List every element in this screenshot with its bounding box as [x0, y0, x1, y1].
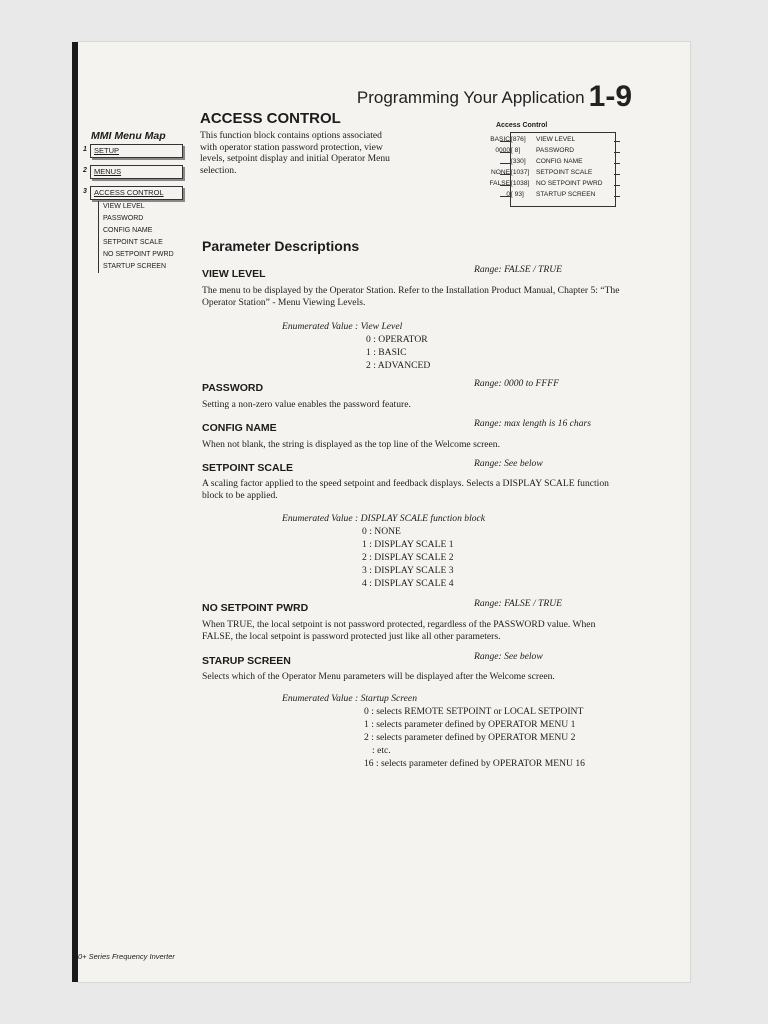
enum-value: 1 : DISPLAY SCALE 1: [362, 539, 454, 550]
output-wire: [614, 152, 620, 153]
enum-value: 0 : NONE: [362, 526, 401, 537]
enum-value: 0 : selects REMOTE SETPOINT or LOCAL SETPOINT: [364, 706, 584, 717]
param-name: VIEW LEVEL: [202, 268, 266, 280]
function-block-param: VIEW LEVEL: [536, 136, 576, 143]
menu-map-item-label: SETUP: [90, 144, 183, 158]
input-wire: [500, 152, 510, 153]
function-block-input: FALSE: [489, 180, 510, 187]
enum-values: [366, 333, 430, 372]
param-view-level: [202, 264, 622, 282]
output-wire: [614, 185, 620, 186]
enum-value: 2 : ADVANCED: [366, 360, 431, 371]
param-name: STARUP SCREEN: [202, 655, 291, 667]
menu-map-item-number: 3: [83, 188, 87, 195]
enum-header: Enumerated Value : Startup Screen: [282, 693, 417, 704]
output-wire: [614, 196, 620, 197]
parameter-descriptions-heading: Parameter Descriptions: [202, 238, 360, 254]
section-intro: This function block contains options associated with operator station password protection, view levels, setpoint display and initial Operator Menu selection.: [200, 130, 390, 176]
menu-map-subitem: VIEW LEVEL: [98, 201, 145, 213]
function-block-tag: [876]: [511, 136, 526, 143]
function-block-param: CONFIG NAME: [536, 158, 583, 165]
page-header: [357, 80, 632, 114]
output-wire: [614, 174, 620, 175]
function-block-row: [418, 191, 648, 202]
enum-value: 1 : selects parameter defined by OPERATOR MENU 1: [364, 719, 576, 730]
menu-map-item-label: MENUS: [90, 165, 183, 179]
function-block-tag: [ 93]: [511, 191, 524, 198]
function-block-row: [418, 180, 648, 191]
param-description: When not blank, the string is displayed as the top line of the Welcome screen.: [202, 439, 500, 450]
menu-map-title: MMI Menu Map: [91, 130, 166, 142]
function-block-row: [418, 169, 648, 180]
param-config-name: [202, 418, 622, 436]
enum-values: [364, 705, 585, 770]
section-title: ACCESS CONTROL: [200, 110, 341, 127]
param-description: When TRUE, the local setpoint is not password protected, regardless of the PASSWORD value. When FALSE, the local setpoint is password protected just like all other parameters.: [202, 619, 596, 642]
enum-header: Enumerated Value : View Level: [282, 321, 403, 332]
function-block-input: BASIC: [490, 136, 510, 143]
enum-value: 16 : selects parameter defined by OPERATOR MENU 16: [364, 758, 585, 769]
menu-map-item-number: 1: [83, 146, 87, 153]
enum-value: : etc.: [372, 745, 391, 756]
output-wire: [614, 163, 620, 164]
input-wire: [500, 196, 510, 197]
menu-map-subitem: NO SETPOINT PWRD: [98, 249, 174, 261]
param-name: CONFIG NAME: [202, 422, 277, 434]
function-block-input: NONE: [490, 169, 510, 176]
enum-value: 0 : OPERATOR: [366, 334, 428, 345]
function-block-tag: [330]: [511, 158, 526, 165]
enum-value: 1 : BASIC: [366, 347, 407, 358]
input-wire: [500, 163, 510, 164]
function-block-param: NO SETPOINT PWRD: [536, 180, 603, 187]
menu-map-subitem: CONFIG NAME: [98, 225, 152, 237]
param-range: Range: See below: [474, 458, 543, 469]
param-name: SETPOINT SCALE: [202, 462, 294, 474]
param-range: Range: FALSE / TRUE: [474, 264, 563, 275]
function-block-row: [418, 136, 648, 147]
function-block-tag: [ 8]: [511, 147, 521, 154]
input-wire: [500, 141, 510, 142]
param-password: [202, 378, 622, 396]
function-block-param: STARTUP SCREEN: [536, 191, 596, 198]
page-footer: 0+ Series Frequency Inverter: [78, 952, 175, 961]
param-setpoint-scale: [202, 458, 622, 476]
output-wire: [614, 141, 620, 142]
menu-map-subitem: PASSWORD: [98, 213, 143, 225]
param-name: PASSWORD: [202, 382, 264, 394]
param-description: Setting a non-zero value enables the password feature.: [202, 399, 411, 410]
function-block-param: SETPOINT SCALE: [536, 169, 593, 176]
param-no-setpoint-pwrd: [202, 598, 622, 616]
enum-header: Enumerated Value : DISPLAY SCALE function block: [282, 513, 486, 524]
param-description: A scaling factor applied to the speed setpoint and feedback displays. Selects a DISPLAY SCALE function block to be applied.: [202, 478, 609, 501]
enum-value: 2 : selects parameter defined by OPERATOR MENU 2: [364, 732, 576, 743]
input-wire: [500, 185, 510, 186]
function-block-title: Access Control: [496, 122, 548, 129]
param-range: Range: 0000 to FFFF: [474, 378, 559, 389]
menu-map-subitem: STARTUP SCREEN: [98, 261, 166, 273]
function-block-input: 0: [506, 191, 510, 198]
enum-values: [362, 525, 454, 590]
param-range: Range: FALSE / TRUE: [474, 598, 563, 609]
function-block-input: 0000: [495, 147, 510, 154]
menu-map-item-label: ACCESS CONTROL: [90, 186, 183, 200]
enum-value: 4 : DISPLAY SCALE 4: [362, 578, 454, 589]
menu-map-item-number: 2: [83, 167, 87, 174]
manual-page: [78, 42, 690, 982]
param-description: The menu to be displayed by the Operator Station. Refer to the Installation Product Manual, Chapter 5: “The Operator Station” - Menu Viewing Levels.: [202, 285, 620, 308]
function-block-tag: [1037]: [511, 169, 530, 176]
function-block-row: [418, 158, 648, 169]
input-wire: [500, 174, 510, 175]
function-block-row: [418, 147, 648, 158]
param-description: Selects which of the Operator Menu parameters will be displayed after the Welcome screen.: [202, 671, 555, 682]
enum-value: 3 : DISPLAY SCALE 3: [362, 565, 454, 576]
menu-map-subitem: SETPOINT SCALE: [98, 237, 163, 249]
function-block-tag: [1038]: [511, 180, 530, 187]
enum-value: 2 : DISPLAY SCALE 2: [362, 552, 454, 563]
header-title: Programming Your Application: [356, 88, 585, 107]
param-range: Range: See below: [474, 651, 543, 662]
param-startup-screen: [202, 651, 622, 669]
page-number: 1-9: [588, 80, 632, 113]
param-range: Range: max length is 16 chars: [474, 418, 591, 429]
param-name: NO SETPOINT PWRD: [202, 602, 309, 614]
function-block-param: PASSWORD: [536, 147, 574, 154]
